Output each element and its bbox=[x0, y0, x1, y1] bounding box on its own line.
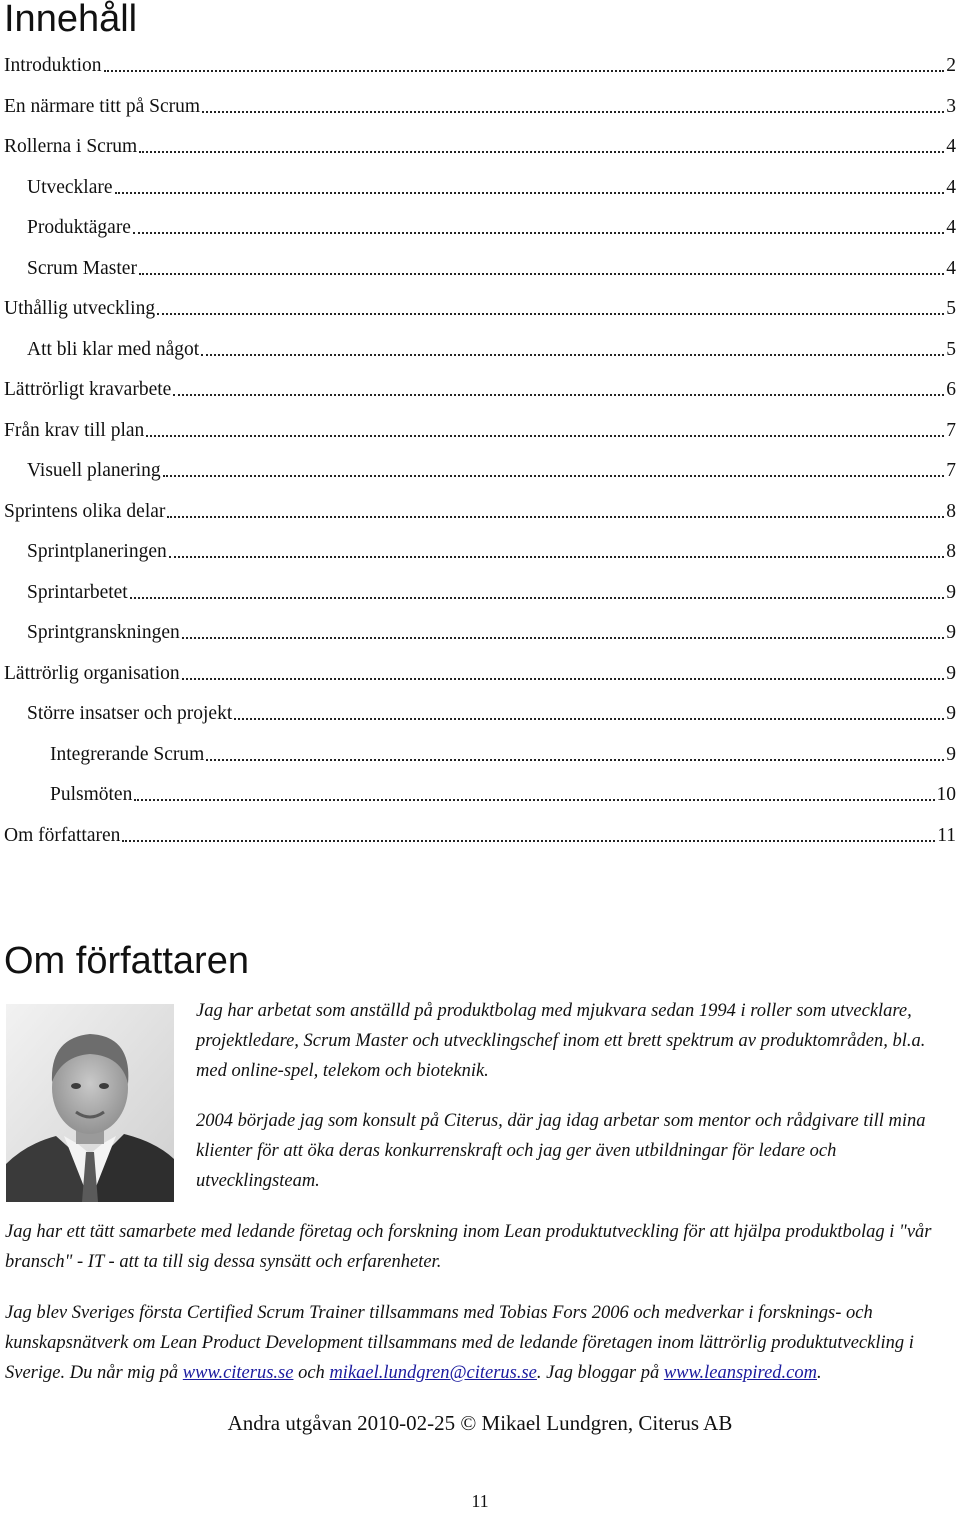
toc-dot-leader bbox=[202, 111, 944, 113]
toc-entry[interactable] bbox=[27, 449, 956, 483]
toc-entry-label: Visuell planering bbox=[27, 460, 161, 481]
toc-entry-page-number: 9 bbox=[946, 743, 956, 765]
toc-dot-leader bbox=[104, 70, 945, 72]
toc-entry-page-number: 7 bbox=[946, 460, 956, 481]
toc-entry-label: Utvecklare bbox=[27, 176, 113, 198]
toc-entry-label: Lättrörligt kravarbete bbox=[4, 379, 172, 400]
toc-entry[interactable] bbox=[4, 44, 956, 78]
toc-entry-label: Sprintgranskningen bbox=[27, 622, 180, 643]
toc-entry[interactable] bbox=[27, 692, 956, 726]
toc-entry-label: Om författaren bbox=[4, 824, 121, 846]
toc-entry-page-number: 7 bbox=[946, 419, 956, 441]
toc-dot-leader bbox=[201, 354, 944, 356]
toc-dot-leader bbox=[169, 556, 945, 558]
toc-entry-page-number: 10 bbox=[936, 784, 956, 805]
toc-entry-label: Produktägare bbox=[27, 217, 131, 238]
toc-entry-label: Sprintens olika delar bbox=[4, 500, 166, 522]
toc-dot-leader bbox=[182, 678, 945, 680]
toc-entry-label: Från krav till plan bbox=[4, 419, 145, 441]
toc-entry-label: Sprintplaneringen bbox=[27, 541, 167, 562]
toc-dot-leader bbox=[139, 151, 944, 153]
toc-dot-leader bbox=[157, 313, 944, 315]
toc-entry[interactable] bbox=[50, 773, 956, 807]
toc-entry[interactable] bbox=[4, 409, 956, 443]
bio-blog-text: . Jag bloggar på bbox=[536, 1363, 664, 1383]
website-link[interactable]: www.citerus.se bbox=[182, 1363, 294, 1383]
author-photo bbox=[6, 1004, 174, 1202]
toc-dot-leader bbox=[167, 516, 944, 518]
toc-entry[interactable] bbox=[4, 287, 956, 321]
toc-dot-leader bbox=[163, 475, 945, 477]
toc-entry-label: Större insatser och projekt bbox=[27, 703, 233, 724]
toc-entry[interactable] bbox=[27, 247, 956, 281]
toc-entry-page-number: 4 bbox=[946, 257, 956, 279]
toc-entry[interactable] bbox=[4, 652, 956, 686]
toc-entry-label: Uthållig utveckling bbox=[4, 298, 156, 319]
toc-dot-leader bbox=[234, 718, 944, 720]
toc-dot-leader bbox=[182, 637, 945, 639]
email-link[interactable]: mikael.lundgren@citerus.se bbox=[329, 1363, 537, 1383]
toc-entry[interactable] bbox=[4, 85, 956, 119]
bio-end-text: . bbox=[816, 1363, 822, 1383]
bio-paragraph-3: Jag har ett tätt samarbete med ledande företag och forskning inom Lean produktutveckling för att hjälpa produktbolag i "vår bransch" - IT - att ta till sig dessa synsätt och erfarenheter. bbox=[5, 1222, 932, 1272]
page-number: 11 bbox=[471, 1491, 489, 1511]
toc-entry[interactable] bbox=[27, 328, 956, 362]
toc-dot-leader bbox=[122, 840, 935, 842]
toc-entry-label: Integrerande Scrum bbox=[50, 743, 205, 765]
toc-dot-leader bbox=[133, 232, 944, 234]
bio-paragraph-4-text: Jag blev Sveriges första Certified Scrum Trainer tillsammans med Tobias Fors 2006 och medverkar i forsknings- och kunskapsnätverk om Lean Product Development tillsammans med de ledande företagen inom lättrörlig produktutveckling i Sverige. Du når mig på bbox=[5, 1303, 914, 1383]
toc-entry[interactable] bbox=[4, 125, 956, 159]
toc-entry-label: Lättrörlig organisation bbox=[4, 662, 180, 684]
toc-entry-page-number: 8 bbox=[946, 500, 956, 522]
toc-entry-page-number: 9 bbox=[946, 622, 956, 643]
toc-entry-label: Sprintarbetet bbox=[27, 581, 128, 603]
toc-dot-leader bbox=[146, 435, 944, 437]
toc-entry-page-number: 4 bbox=[946, 176, 956, 198]
toc-entry-label: En närmare titt på Scrum bbox=[4, 95, 201, 117]
toc-entry[interactable] bbox=[27, 611, 956, 645]
toc-entry-label: Introduktion bbox=[4, 55, 102, 76]
toc-entry-label: Scrum Master bbox=[27, 257, 137, 279]
toc-dot-leader bbox=[115, 192, 945, 194]
toc-heading: Innehåll bbox=[4, 0, 138, 40]
bio-paragraph-4 bbox=[5, 1298, 957, 1388]
toc-entry-page-number: 9 bbox=[946, 581, 956, 603]
toc-entry-label: Rollerna i Scrum bbox=[4, 136, 138, 157]
bio-and-text: och bbox=[293, 1363, 330, 1383]
toc-entry-page-number: 6 bbox=[946, 379, 956, 400]
toc-entry-page-number: 5 bbox=[946, 338, 956, 360]
bio-paragraph-2: 2004 började jag som konsult på Citerus, där jag idag arbetar som mentor och rådgivare till mina klienter för att öka deras konkurrenskraft och jag ger även utbildningar för ledare och utvecklingsteam. bbox=[196, 1111, 926, 1191]
toc-entry[interactable] bbox=[4, 490, 956, 524]
toc-entry[interactable] bbox=[4, 814, 956, 848]
toc-entry[interactable] bbox=[4, 368, 956, 402]
toc-entry-page-number: 9 bbox=[946, 662, 956, 684]
toc-entry-label: Att bli klar med något bbox=[27, 338, 200, 360]
toc-dot-leader bbox=[130, 597, 945, 599]
about-author-heading: Om författaren bbox=[4, 940, 249, 982]
toc-entry-page-number: 5 bbox=[946, 298, 956, 319]
toc-entry-page-number: 8 bbox=[946, 541, 956, 562]
toc-entry[interactable] bbox=[27, 571, 956, 605]
toc-dot-leader bbox=[206, 759, 944, 761]
toc-dot-leader bbox=[173, 394, 944, 396]
toc-entry[interactable] bbox=[27, 166, 956, 200]
blog-link[interactable]: www.leanspired.com bbox=[663, 1363, 817, 1383]
toc-dot-leader bbox=[139, 273, 944, 275]
toc-entry-page-number: 3 bbox=[946, 95, 956, 117]
edition-footer: Andra utgåvan 2010-02-25 © Mikael Lundgren, Citerus AB bbox=[227, 1411, 733, 1435]
toc-entry[interactable] bbox=[50, 733, 956, 767]
toc-entry-page-number: 11 bbox=[937, 824, 956, 846]
toc-entry-page-number: 9 bbox=[946, 703, 956, 724]
toc-entry-page-number: 4 bbox=[946, 136, 956, 157]
bio-paragraph-1: Jag har arbetat som anställd på produktbolag med mjukvara sedan 1994 i roller som utvecklare, projektledare, Scrum Master och utvecklingschef inom ett brett spektrum av produktområden, bl.a. med online-spel, telekom och bioteknik. bbox=[196, 1001, 926, 1081]
toc-entry-page-number: 2 bbox=[946, 55, 956, 76]
toc-dot-leader bbox=[134, 799, 934, 801]
toc-entry-label: Pulsmöten bbox=[50, 784, 133, 805]
toc-entry-page-number: 4 bbox=[946, 217, 956, 238]
toc-entry[interactable] bbox=[27, 206, 956, 240]
toc-entry[interactable] bbox=[27, 530, 956, 564]
